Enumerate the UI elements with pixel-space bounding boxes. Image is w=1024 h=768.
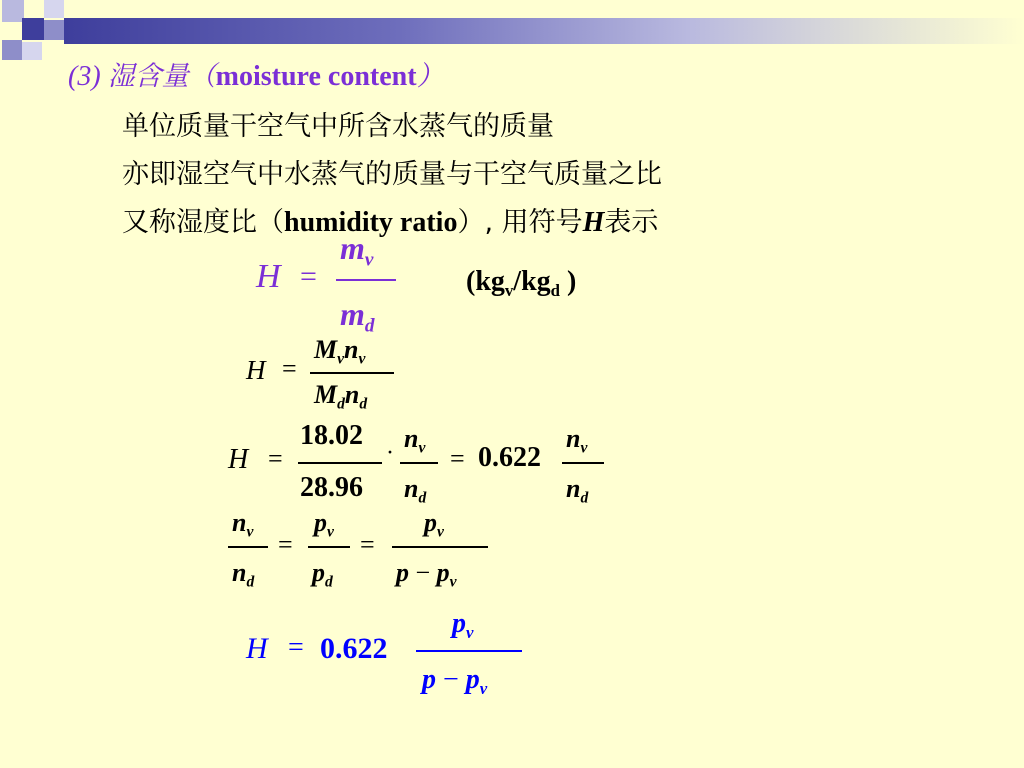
deco-square — [2, 40, 22, 60]
text-line-3: 又称湿度比（humidity ratio）, 用符号H表示 — [122, 207, 659, 238]
text-line-2: 亦即湿空气中水蒸气的质量与干空气质量之比 — [122, 159, 662, 190]
f2-denominator: $M_dn_d$ — [314, 380, 368, 413]
section-title-en: moisture content — [215, 61, 417, 92]
f4-bar-1 — [228, 546, 268, 548]
deco-square — [44, 0, 64, 18]
f1-numerator: $m_v$ — [340, 230, 374, 271]
deco-square — [22, 42, 42, 60]
header-gradient-bar — [64, 18, 1024, 44]
deco-square — [44, 20, 64, 40]
f2-fraction-bar — [310, 372, 394, 374]
deco-square — [22, 18, 44, 40]
section-title-zh: 湿含量 — [107, 61, 189, 92]
f3-bar-2 — [400, 462, 438, 464]
f1-lhs: H — [256, 258, 281, 295]
section-number: (3) — [68, 61, 101, 92]
f4-bar-3 — [392, 546, 488, 548]
f1-unit: ($kg_v/kg_d$ ) — [466, 266, 577, 300]
f1-denominator: $m_d$ — [340, 296, 375, 337]
f3-bar-3 — [562, 462, 604, 464]
section-heading: (3) 湿含量（moisture content） — [68, 61, 444, 92]
deco-square — [2, 0, 24, 22]
text-line-1: 单位质量干空气中所含水蒸气的质量 — [122, 111, 554, 142]
f1-fraction-bar — [336, 279, 396, 281]
f5-fraction-bar — [416, 650, 522, 652]
f3-bar-1 — [298, 462, 382, 464]
f2-numerator: $M_vn_v$ — [314, 335, 366, 368]
f4-bar-2 — [308, 546, 350, 548]
f1-equals: = — [300, 260, 317, 293]
